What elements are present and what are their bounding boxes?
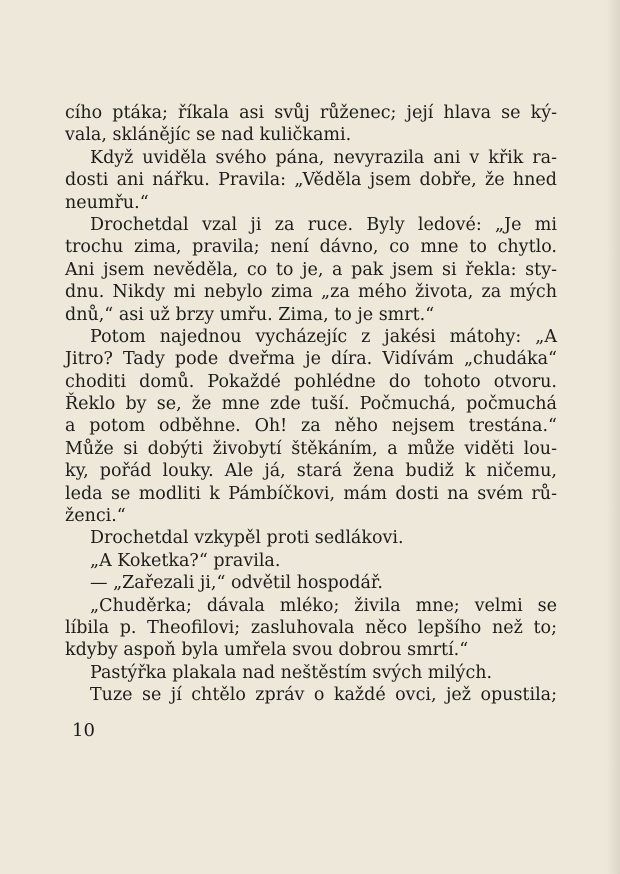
page-number: 10	[72, 720, 95, 741]
text-line: „Chuděrka; dávala mléko; živila mne; velmi se	[90, 595, 557, 616]
text-line: vala, sklánějíc se nad kuličkami.	[65, 125, 352, 146]
text-line: Jitro? Tady pode dveřma je díra. Vidívám „chudáka“	[65, 349, 557, 370]
text-line: Ani jsem nevěděla, co to je, a pak jsem si řekla: sty-	[65, 259, 557, 280]
text-line: „A Koketka?“ pravila.	[90, 550, 281, 571]
text-line: Potom najednou vycházejíc z jakési mátohy: „A	[90, 326, 557, 347]
text-line: Když uviděla svého pána, nevyrazila ani v křik ra-	[90, 147, 557, 168]
text-line: Pastýřka plakala nad neštěstím svých milých.	[90, 662, 493, 683]
text-line: ky, pořád louky. Ale já, stará žena budiž k ničemu,	[65, 461, 557, 482]
text-line: Může si dobýti živobytí štěkáním, a může viděti lou-	[65, 438, 557, 459]
text-line: a potom odběhne. Oh! za něho nejsem trestána.“	[65, 416, 557, 437]
text-line: líbila p. Theofilovi; zasluhovala něco lepšího než to;	[65, 617, 557, 638]
text-line: trochu zima, pravila; není dávno, co mne to chytlo.	[65, 237, 557, 258]
text-line: Drochetdal vzkypěl proti sedlákovi.	[90, 528, 404, 549]
text-line: Tuze se jí chtělo zpráv o každé ovci, jež opustila;	[90, 685, 557, 706]
text-line: dosti ani nářku. Pravila: „Věděla jsem dobře, že hned	[65, 170, 557, 191]
text-line: ženci.“	[65, 506, 126, 527]
text-line: dnů,“ asi už brzy umřu. Zima, to je smrt.“	[65, 304, 435, 325]
text-line: cího ptáka; říkala asi svůj růženec; její hlava se ký-	[65, 103, 557, 123]
text-line: dnu. Nikdy mi nebylo zima „za mého života, za mých	[65, 282, 557, 303]
text-line: neumřu.“	[65, 192, 149, 213]
text-line: kdyby aspoň byla umřela svou dobrou smrtí.“	[65, 640, 469, 661]
page-edge-shadow	[606, 0, 620, 874]
body-text	[65, 102, 557, 707]
text-line: leda se modliti k Pámbíčkovi, mám dosti na svém rů-	[65, 483, 557, 504]
text-line: Drochetdal vzal ji za ruce. Byly ledové: „Je mi	[90, 214, 557, 235]
text-line: — „Zařezali ji,“ odvětil hospodář.	[90, 573, 383, 594]
text-line: choditi domů. Pokaždé pohlédne do tohoto otvoru.	[65, 371, 557, 392]
text-line: Řeklo by se, že mne zde tuší. Počmuchá, počmuchá	[65, 394, 557, 415]
